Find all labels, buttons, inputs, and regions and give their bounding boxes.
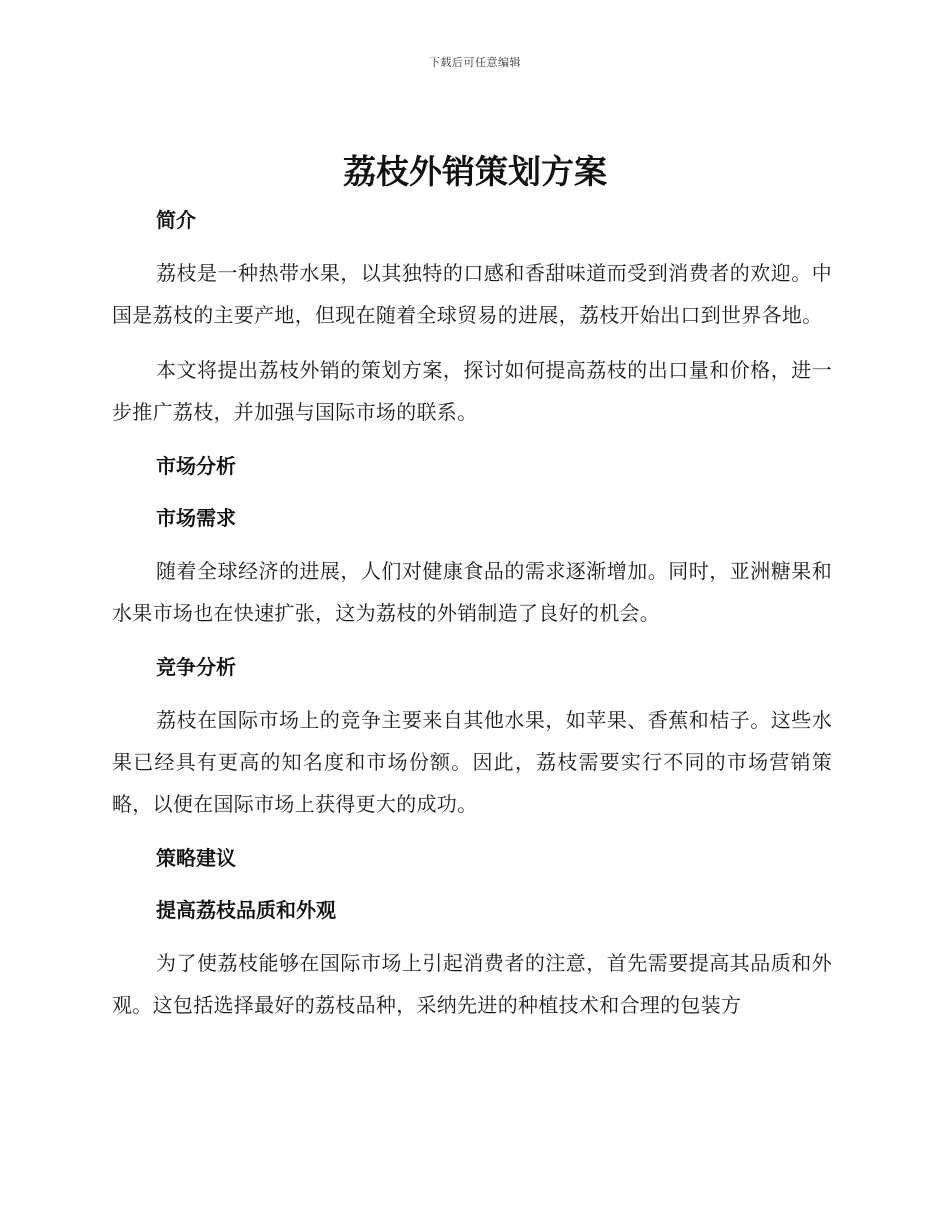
intro-paragraph-2: 本文将提出荔枝外销的策划方案，探讨如何提高荔枝的出口量和价格，进一步推广荔枝，并加强与国际市场的联系。: [112, 358, 832, 424]
section-heading-market-analysis: 市场分析: [156, 454, 236, 478]
section-heading-intro: 简介: [156, 208, 196, 232]
document-title: 荔枝外销策划方案: [343, 152, 607, 191]
section-heading-strategy: 策略建议: [156, 846, 236, 870]
intro-paragraph-1: 荔枝是一种热带水果，以其独特的口感和香甜味道而受到消费者的欢迎。中国是荔枝的主要产地，但现在随着全球贸易的进展，荔枝开始出口到世界各地。: [112, 261, 832, 327]
subheading-competition-analysis: 竞争分析: [156, 655, 236, 679]
document-body: [112, 200, 832, 1026]
header-note: 下载后可任意编辑: [429, 56, 521, 69]
subheading-market-demand: 市场需求: [156, 506, 236, 530]
quality-paragraph: 为了使荔枝能够在国际市场上引起消费者的注意，首先需要提高其品质和外观。这包括选择最好的荔枝品种，采纳先进的种植技术和合理的包装方: [112, 951, 832, 1017]
market-demand-paragraph: 随着全球经济的进展，人们对健康食品的需求逐渐增加。同时，亚洲糖果和水果市场也在快速扩张，这为荔枝的外销制造了良好的机会。: [112, 559, 832, 625]
subheading-quality-appearance: 提高荔枝品质和外观: [156, 898, 336, 922]
competition-paragraph: 荔枝在国际市场上的竞争主要来自其他水果，如苹果、香蕉和桔子。这些水果已经具有更高的知名度和市场份额。因此，荔枝需要实行不同的市场营销策略，以便在国际市场上获得更大的成功。: [112, 708, 832, 816]
